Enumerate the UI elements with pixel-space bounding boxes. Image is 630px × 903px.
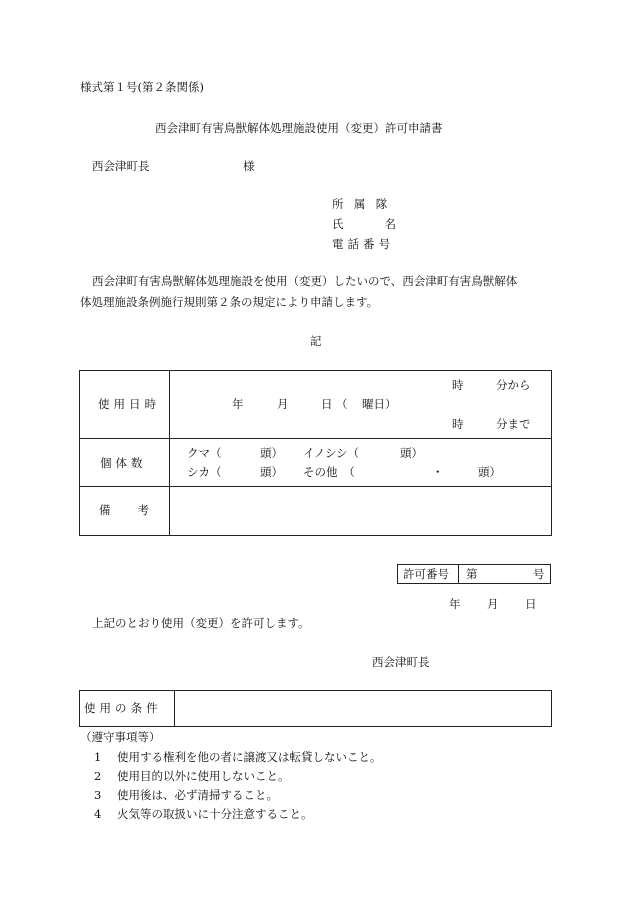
count-other-close: 頭） <box>478 465 501 479</box>
ki-label: 記 <box>310 334 322 348</box>
permit-statement: 上記のとおり使用（変更）を許可します。 <box>92 616 310 630</box>
form-number: 様式第１号(第２条関係) <box>80 80 204 94</box>
hour-from: 時 <box>452 378 464 392</box>
rule-text: 火気等の取扱いに十分注意すること。 <box>117 807 313 821</box>
rule-number: 3 <box>94 788 102 802</box>
minute-from: 分から <box>496 378 531 392</box>
count-deer-close: 頭） <box>260 465 283 479</box>
rule-text: 使用する権利を他の者に譲渡又は転貸しないこと。 <box>117 750 382 764</box>
rule-number: 1 <box>94 750 102 764</box>
rules-heading: （遵守事項等） <box>80 730 161 744</box>
rule-number: 4 <box>94 807 102 821</box>
usage-weekday-open: （ <box>336 397 348 411</box>
rule-text: 使用目的以外に使用しないこと。 <box>117 769 290 783</box>
usage-year: 年 <box>232 397 244 411</box>
hour-to: 時 <box>452 417 464 431</box>
rule-text: 使用後は、必ず清掃すること。 <box>117 788 278 802</box>
count-other: その他 （ <box>303 465 355 479</box>
name-label: 氏名 <box>332 217 396 231</box>
count-bear-close: 頭） <box>260 446 283 460</box>
permit-number-suffix: 号 <box>533 567 545 581</box>
minute-to: 分まで <box>496 417 531 431</box>
body-line-2: 体処理施設条例施行規則第２条の規定により申請します。 <box>80 295 379 309</box>
permit-day: 日 <box>525 597 537 611</box>
count-bear: クマ（ <box>187 446 222 460</box>
remarks-label: 備考 <box>99 503 149 517</box>
page-title: 西会津町有害鳥獣解体処理施設使用（変更）許可申請書 <box>155 121 443 135</box>
addressee-name: 西会津町長 <box>92 159 150 173</box>
conditions-label: 使用の条件 <box>84 701 162 715</box>
count-boar: イノシシ（ <box>303 446 360 460</box>
count-boar-close: 頭） <box>400 446 423 460</box>
usage-datetime-label: 使用日時 <box>98 397 161 411</box>
rule-number: 2 <box>94 769 102 783</box>
addressee-honorific: 様 <box>243 159 255 173</box>
count-label: 個体数 <box>100 456 147 470</box>
permit-month: 月 <box>487 597 499 611</box>
usage-day: 日 <box>321 397 333 411</box>
affiliation-label: 所属隊 <box>332 197 398 211</box>
usage-month: 月 <box>277 397 289 411</box>
permit-number-prefix: 第 <box>466 567 478 581</box>
body-line-1: 西会津町有害鳥獣解体処理施設を使用（変更）したいので、西会津町有害鳥獣解体 <box>92 274 518 288</box>
permit-year: 年 <box>449 597 461 611</box>
phone-label: 電話番号 <box>332 237 395 251</box>
usage-weekday: 曜日） <box>362 397 397 411</box>
count-other-dot: ・ <box>432 465 444 479</box>
count-deer: シカ（ <box>187 465 222 479</box>
permit-issuer: 西会津町長 <box>372 655 430 669</box>
permit-number-label: 許可番号 <box>403 567 449 581</box>
